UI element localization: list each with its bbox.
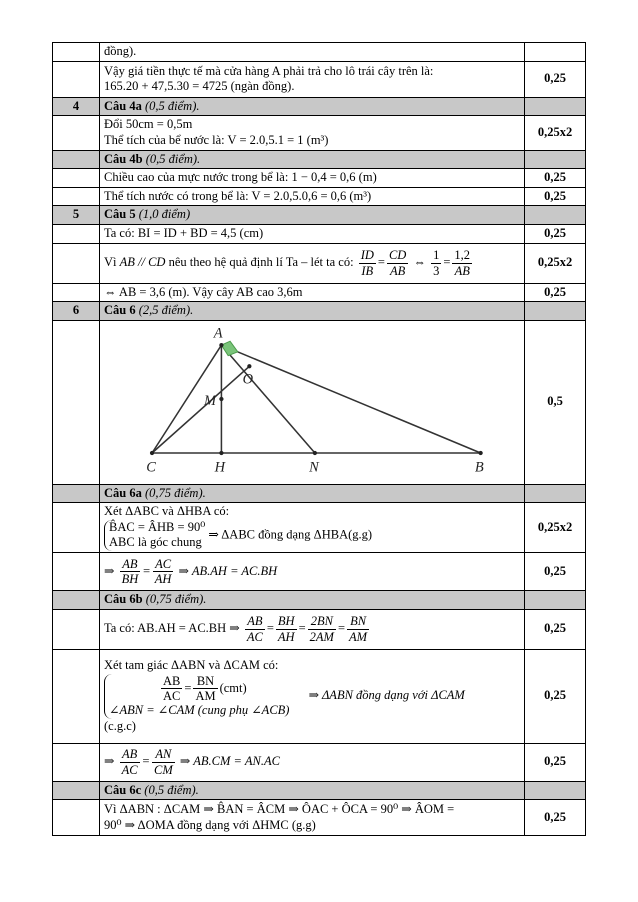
- segment-co: [152, 366, 249, 453]
- section-header-row: [53, 781, 586, 800]
- question-number-cell: [53, 800, 100, 836]
- question-number-cell: [53, 503, 100, 553]
- implies-symbol: ⇒: [104, 563, 115, 578]
- question-number-cell: [53, 609, 100, 649]
- implies-symbol: ⇒: [104, 754, 115, 769]
- numerator: ID: [360, 248, 374, 263]
- numerator: 1,2: [454, 248, 471, 263]
- system-line: ∠ABN = ∠CAM (cung phụ ∠ACB): [109, 703, 290, 718]
- content-cell: [100, 649, 525, 743]
- section-title-text: Câu 6b: [104, 592, 143, 607]
- conclusion: ⇒ ΔABN đồng dạng với ΔCAM: [308, 688, 465, 703]
- section-points: (0,75 điểm).: [144, 485, 206, 500]
- denominator: AH: [277, 629, 295, 644]
- denominator: IB: [361, 263, 374, 278]
- point-b: [479, 451, 483, 455]
- numerator: 1: [433, 248, 440, 263]
- section-title: [100, 206, 525, 225]
- content-cell: Thể tích nước có trong bể là: V = 2.0,5.0,6 = 0,6 (m³): [100, 187, 525, 206]
- question-number: 5: [53, 206, 100, 225]
- fraction: [120, 747, 140, 777]
- score-cell: [525, 43, 586, 62]
- content-line: Đổi 50cm = 0,5m: [104, 117, 193, 132]
- denominator: AM: [349, 629, 368, 644]
- fraction: [452, 248, 472, 278]
- denominator: BH: [121, 572, 139, 587]
- fraction: [161, 674, 182, 704]
- section-header-row: [53, 591, 586, 610]
- score-cell: 0,25: [525, 609, 586, 649]
- section-title-text: Câu 4a: [104, 98, 142, 113]
- score-cell: [525, 484, 586, 503]
- denominator: 3: [433, 263, 440, 278]
- numerator: 2BN: [308, 614, 336, 629]
- text: nêu theo hệ quả định lí Ta – lét ta có:: [168, 255, 354, 269]
- numerator: BN: [193, 674, 217, 689]
- label-m: M: [204, 392, 217, 409]
- content-cell: [100, 800, 525, 836]
- question-number-cell: [53, 150, 100, 169]
- fraction: [193, 674, 217, 704]
- section-points: (0,5 điểm).: [144, 98, 200, 113]
- fraction: [120, 557, 141, 587]
- point-n: [313, 451, 317, 455]
- point-a: [219, 343, 223, 347]
- denominator: AB: [454, 263, 470, 278]
- section-header-row: [53, 97, 586, 116]
- denominator: AC: [246, 629, 263, 644]
- table-row: [53, 43, 586, 62]
- denominator: AM: [195, 688, 216, 703]
- content-line: 90⁰ ⇒ ΔOMA đồng dạng với ΔHMC (g.g): [104, 817, 316, 832]
- denominator: AH: [154, 572, 172, 587]
- text: Vì: [104, 255, 117, 269]
- table-row: [53, 243, 586, 283]
- label-o: O: [242, 371, 254, 388]
- section-title-text: Câu 6a: [104, 485, 142, 500]
- table-row: [53, 800, 586, 836]
- table-row: [53, 187, 586, 206]
- section-title-text: Câu 6c: [104, 782, 142, 797]
- question-number-cell: [53, 225, 100, 244]
- table-row: [53, 503, 586, 553]
- section-title: [100, 591, 525, 610]
- right-angle-marker: [221, 341, 237, 355]
- score-cell: 0,25: [525, 743, 586, 781]
- content-line: Vậy giá tiền thực tế mà cửa hàng A phải trả cho lô trái cây trên là:: [104, 63, 434, 78]
- question-number-cell: [53, 320, 100, 484]
- label-b: B: [474, 459, 484, 476]
- numerator: BH: [277, 614, 295, 629]
- score-cell: 0,25: [525, 283, 586, 302]
- content-cell: Chiều cao của mực nước trong bể là: 1 − 0,4 = 0,6 (m): [100, 169, 525, 188]
- score-cell: [525, 206, 586, 225]
- section-title: [100, 150, 525, 169]
- table-row: [53, 61, 586, 97]
- section-points: (2,5 điểm).: [138, 303, 194, 318]
- question-number-cell: [53, 649, 100, 743]
- section-title-text: Câu 5: [104, 207, 136, 222]
- question-number-cell: [53, 283, 100, 302]
- section-title-text: Câu 4b: [104, 151, 143, 166]
- content-cell: [100, 503, 525, 553]
- score-cell: [525, 97, 586, 116]
- section-title: [100, 484, 525, 503]
- system-line: $\frac{AB}{AC}$ = $\frac{BN}{AM}$ (cmt): [163, 673, 247, 703]
- table-row: [53, 609, 586, 649]
- question-number-cell: [53, 484, 100, 503]
- score-cell: [525, 150, 586, 169]
- question-number-cell: [53, 187, 100, 206]
- numerator: AB: [120, 747, 140, 762]
- denominator: AC: [163, 688, 181, 703]
- fraction: [347, 614, 369, 644]
- section-title: [100, 97, 525, 116]
- question-number-cell: [53, 591, 100, 610]
- section-header-row: [53, 206, 586, 225]
- content-cell: ⇒ $\frac{AB}{BH}$ = $\frac{AC}{AH}$ ⇒ AB.AH = AC.BH: [100, 553, 525, 591]
- section-points: (1,0 điểm): [138, 207, 191, 222]
- system-line: B̂AC = ÂHB = 90⁰: [109, 519, 206, 534]
- section-header-row: [53, 484, 586, 503]
- content-cell: ⇔ AB = 3,6 (m). Vậy cây AB cao 3,6m: [100, 283, 525, 302]
- section-title-text: Câu 6: [104, 303, 136, 318]
- content-cell: Vì AB // CD nêu theo hệ quả định lí Ta – lét ta có: $\frac{ID}{IB}$ = $\frac{CD}{AB}$ ⇔ $\frac{1}{3}$ = $\frac{1,2}{AB}$: [100, 243, 525, 283]
- numerator: AN: [152, 747, 175, 762]
- numerator: BN: [347, 614, 369, 629]
- fraction: [245, 614, 265, 644]
- content-line: Vì ΔABN : ΔCAM ⇒ B̂AN = ÂCM ⇒ ÔAC + ÔCA = 90⁰ ⇒ ÂOM =: [104, 802, 455, 817]
- score-cell: 0,25: [525, 169, 586, 188]
- brace-system: [104, 674, 289, 719]
- content-cell: Ta có: BI = ID + BD = 4,5 (cm): [100, 225, 525, 244]
- denominator: AC: [121, 762, 138, 777]
- question-number-cell: [53, 781, 100, 800]
- score-cell: 0,25x2: [525, 503, 586, 553]
- score-cell: 0,25: [525, 225, 586, 244]
- question-number-cell: [53, 169, 100, 188]
- point-h: [219, 451, 223, 455]
- math-text: AB // CD: [119, 255, 166, 269]
- score-cell: 0,25: [525, 187, 586, 206]
- section-points: (0,5 điểm).: [145, 151, 201, 166]
- score-cell: 0,25: [525, 61, 586, 97]
- fraction: [276, 614, 297, 644]
- figure-row: [53, 320, 586, 484]
- content-cell: [100, 116, 525, 150]
- score-cell: 0,5: [525, 320, 586, 484]
- system-line: ABC là góc chung: [109, 535, 202, 550]
- label-c: C: [146, 459, 156, 476]
- numerator: AC: [153, 557, 174, 572]
- point-m: [219, 397, 223, 401]
- denominator: 2AM: [309, 629, 334, 644]
- label-n: N: [309, 459, 319, 476]
- content-line: Thể tích của bể nước là: V = 2.0,5.1 = 1 (m³): [104, 132, 329, 147]
- question-number-cell: [53, 116, 100, 150]
- conclusion: ⇒ ΔABC đồng dạng ΔHBA(g.g): [208, 527, 373, 542]
- numerator: AB: [245, 614, 265, 629]
- conclusion: ⇒ AB.AH = AC.BH: [178, 563, 278, 578]
- label-a: A: [213, 325, 223, 342]
- answer-table: [52, 42, 586, 836]
- table-row: [53, 116, 586, 150]
- question-number-cell: [53, 61, 100, 97]
- section-title: [100, 302, 525, 321]
- fraction: [431, 248, 441, 278]
- content-cell: Ta có: AB.AH = AC.BH ⇒ $\frac{AB}{AC}$ = $\frac{BH}{AH}$ = $\frac{2BN}{2AM}$ = $\frac{BN}{AM}$: [100, 609, 525, 649]
- conclusion: ⇒ AB.CM = AN.AC: [179, 754, 280, 769]
- text: Ta có: AB.AH = AC.BH ⇒: [104, 621, 240, 636]
- score-cell: 0,25: [525, 649, 586, 743]
- question-number-cell: [53, 43, 100, 62]
- table-row: [53, 553, 586, 591]
- segment-ab: [221, 345, 480, 453]
- content-cell: đồng).: [100, 43, 525, 62]
- question-number: 6: [53, 302, 100, 321]
- score-cell: 0,25x2: [525, 116, 586, 150]
- fraction: [387, 248, 408, 278]
- score-cell: [525, 302, 586, 321]
- reason: (cmt): [219, 680, 247, 695]
- numerator: CD: [388, 248, 407, 263]
- content-line: 165.20 + 47,5.30 = 4725 (ngàn đồng).: [104, 79, 295, 94]
- question-number-cell: [53, 243, 100, 283]
- denominator: AB: [390, 263, 406, 278]
- fraction: [152, 747, 175, 777]
- table-row: [53, 169, 586, 188]
- table-row: [53, 283, 586, 302]
- fraction: [308, 614, 336, 644]
- brace-system: [104, 520, 205, 551]
- segment-an: [221, 345, 314, 453]
- score-cell: 0,25: [525, 553, 586, 591]
- content-line: Xét tam giác ΔABN và ΔCAM có:: [104, 657, 279, 672]
- content-cell: ⇒ $\frac{AB}{AC}$ = $\frac{AN}{CM}$ ⇒ AB.CM = AN.AC: [100, 743, 525, 781]
- content-line: Xét ΔABC và ΔHBA có:: [104, 504, 230, 519]
- point-o: [247, 364, 251, 368]
- numerator: AB: [120, 557, 141, 572]
- content-line: (c.g.c): [104, 718, 136, 733]
- section-title: [100, 781, 525, 800]
- score-cell: 0,25: [525, 800, 586, 836]
- section-header-row: [53, 150, 586, 169]
- question-number-cell: [53, 743, 100, 781]
- numerator: AB: [163, 673, 181, 688]
- content-cell: [100, 61, 525, 97]
- question-number: 4: [53, 97, 100, 116]
- section-points: (0,5 điểm).: [144, 782, 199, 797]
- fraction: [359, 248, 376, 278]
- score-cell: 0,25x2: [525, 243, 586, 283]
- fraction: [153, 557, 174, 587]
- table-row: [53, 743, 586, 781]
- question-number-cell: [53, 553, 100, 591]
- score-cell: [525, 781, 586, 800]
- table-row: [53, 225, 586, 244]
- label-h: H: [214, 459, 226, 476]
- score-cell: [525, 591, 586, 610]
- table-row: [53, 649, 586, 743]
- section-points: (0,75 điểm).: [145, 592, 207, 607]
- geometry-figure: [100, 321, 524, 479]
- section-header-row: [53, 302, 586, 321]
- denominator: CM: [154, 762, 173, 777]
- point-c: [150, 451, 154, 455]
- figure-cell: [100, 320, 525, 484]
